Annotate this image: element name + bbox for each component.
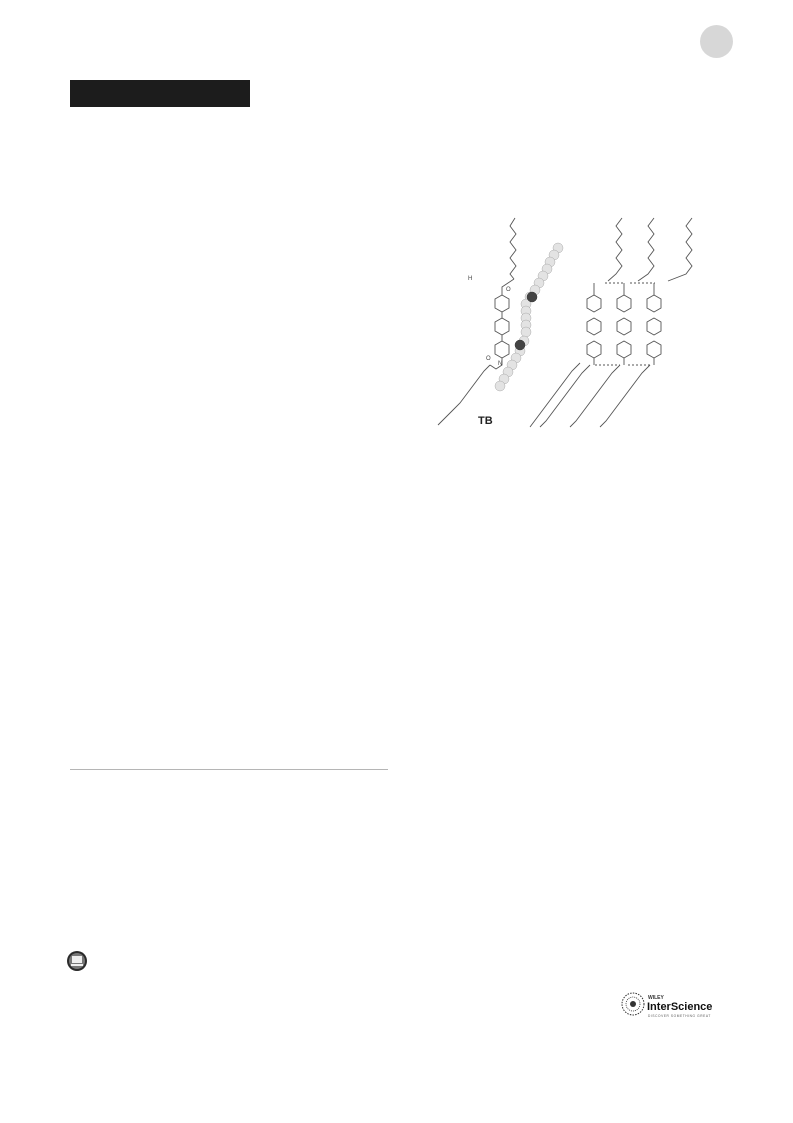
stacked-rings-column-2	[617, 283, 631, 365]
page-number-badge	[700, 25, 733, 58]
section-header-bar	[70, 80, 250, 107]
alkyl-chain-upper	[510, 218, 516, 279]
globe-icon	[622, 993, 644, 1015]
supporting-info-icon[interactable]	[66, 950, 88, 972]
atom-o-label-lower: O	[486, 356, 491, 362]
phenyl-ring-3	[495, 341, 509, 358]
atom-n-label: N	[498, 361, 503, 367]
molecular-figure	[430, 213, 710, 428]
stacked-rings-column-3	[647, 283, 661, 365]
publisher-logo	[620, 988, 730, 1020]
space-filling-model	[495, 243, 563, 391]
publisher-small-text: WILEY	[648, 995, 664, 1001]
publisher-name: InterScience	[647, 1001, 713, 1013]
publisher-tagline: DISCOVER SOMETHING GREAT	[648, 1014, 711, 1018]
stacked-rings-column-1	[587, 283, 601, 365]
section-divider	[70, 769, 388, 770]
phenyl-ring-2	[495, 318, 509, 335]
atom-o-label: O	[506, 287, 511, 293]
atom-h-label: H	[468, 276, 473, 282]
phenyl-ring-1	[495, 295, 509, 312]
figure-label: TB	[478, 415, 493, 427]
